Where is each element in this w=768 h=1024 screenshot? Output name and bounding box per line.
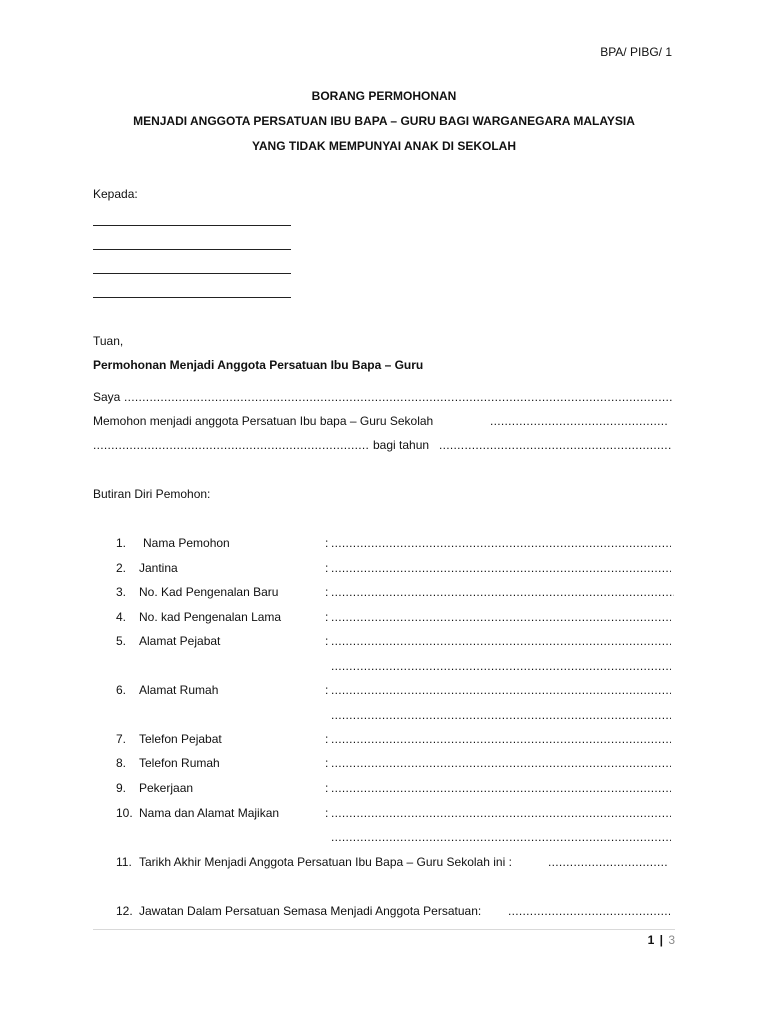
footer-divider [93, 929, 675, 930]
field-colon: : [325, 634, 329, 648]
bagi-tahun-label: bagi tahun [373, 438, 430, 452]
form-title-line-3: YANG TIDAK MEMPUNYAI ANAK DI SEKOLAH [251, 139, 517, 153]
page-separator: | [659, 933, 663, 947]
field-number: 9. [116, 781, 127, 795]
alamat-rumah-field[interactable] [331, 683, 671, 699]
jawatan-field[interactable] [508, 904, 670, 920]
letter-subject: Permohonan Menjadi Anggota Persatuan Ibu Bapa – Guru [93, 358, 424, 372]
recipient-address-line-4[interactable] [93, 297, 291, 298]
field-colon: : [325, 536, 329, 550]
salutation: Tuan, [93, 334, 124, 348]
current-page: 1 [647, 933, 655, 947]
field-label: No. Kad Pengenalan Baru [139, 585, 279, 599]
field-number: 4. [116, 610, 127, 624]
ic-baru-field[interactable] [331, 585, 674, 601]
field-number: 1. [116, 536, 127, 550]
form-title-line-2: MENJADI ANGGOTA PERSATUAN IBU BAPA – GURU BAGI WARGANEGARA MALAYSIA [133, 114, 635, 128]
item-11-label: Tarikh Akhir Menjadi Anggota Persatuan Ibu Bapa – Guru Sekolah ini : [139, 855, 512, 869]
item-12-number: 12. [116, 904, 133, 918]
form-title: BORANG PERMOHONAN [311, 89, 457, 103]
field-colon: : [325, 683, 329, 697]
recipient-address-line-2[interactable] [93, 249, 291, 250]
recipient-label: Kepada: [93, 187, 138, 201]
field-label: Nama dan Alamat Majikan [139, 806, 280, 820]
field-number: 10. [116, 806, 133, 820]
field-colon: : [325, 781, 329, 795]
field-number: 7. [116, 732, 127, 746]
section-heading: Butiran Diri Pemohon: [93, 487, 211, 501]
recipient-address-line-1[interactable] [93, 225, 291, 226]
field-label: Telefon Pejabat [139, 732, 222, 746]
pekerjaan-field[interactable] [331, 781, 671, 797]
alamat-pejabat-field-line-2[interactable] [331, 659, 671, 675]
field-colon: : [325, 561, 329, 575]
nama-pemohon-field[interactable] [331, 536, 671, 552]
field-label: Pekerjaan [139, 781, 194, 795]
field-number: 6. [116, 683, 127, 697]
school-name-field[interactable] [490, 414, 668, 430]
ic-lama-field[interactable] [331, 610, 671, 626]
field-label: Jantina [139, 561, 178, 575]
field-colon: : [325, 756, 329, 770]
item-12-label: Jawatan Dalam Persatuan Semasa Menjadi Anggota Persatuan: [139, 904, 482, 918]
year-field[interactable] [439, 438, 672, 454]
field-number: 2. [116, 561, 127, 575]
field-label: Telefon Rumah [139, 756, 220, 770]
form-code: BPA/ PIBG/ 1 [600, 45, 672, 59]
jantina-field[interactable] [331, 561, 671, 577]
alamat-rumah-field-line-2[interactable] [331, 708, 671, 724]
field-label: Alamat Rumah [139, 683, 219, 697]
field-label: No. kad Pengenalan Lama [139, 610, 282, 624]
school-name-continued-field[interactable] [93, 438, 369, 454]
alamat-pejabat-field[interactable] [331, 634, 671, 650]
field-label: Alamat Pejabat [139, 634, 221, 648]
memohon-text: Memohon menjadi anggota Persatuan Ibu bapa – Guru Sekolah [93, 414, 434, 428]
tarikh-akhir-field[interactable] [548, 855, 667, 871]
page-number [648, 933, 675, 947]
field-colon: : [325, 610, 329, 624]
field-number: 5. [116, 634, 127, 648]
field-colon: : [325, 732, 329, 746]
field-number: 8. [116, 756, 127, 770]
telefon-rumah-field[interactable] [331, 756, 671, 772]
total-pages: 3 [668, 933, 675, 947]
majikan-field[interactable] [331, 806, 671, 822]
majikan-field-line-2[interactable] [331, 830, 671, 846]
field-number: 3. [116, 585, 127, 599]
field-colon: : [325, 806, 329, 820]
recipient-address-line-3[interactable] [93, 273, 291, 274]
field-colon: : [325, 585, 329, 599]
saya-name-field[interactable] [124, 390, 672, 406]
item-11-number: 11. [116, 855, 132, 869]
saya-label: Saya [93, 390, 121, 404]
field-label: Nama Pemohon [143, 536, 230, 550]
telefon-pejabat-field[interactable] [331, 732, 671, 748]
